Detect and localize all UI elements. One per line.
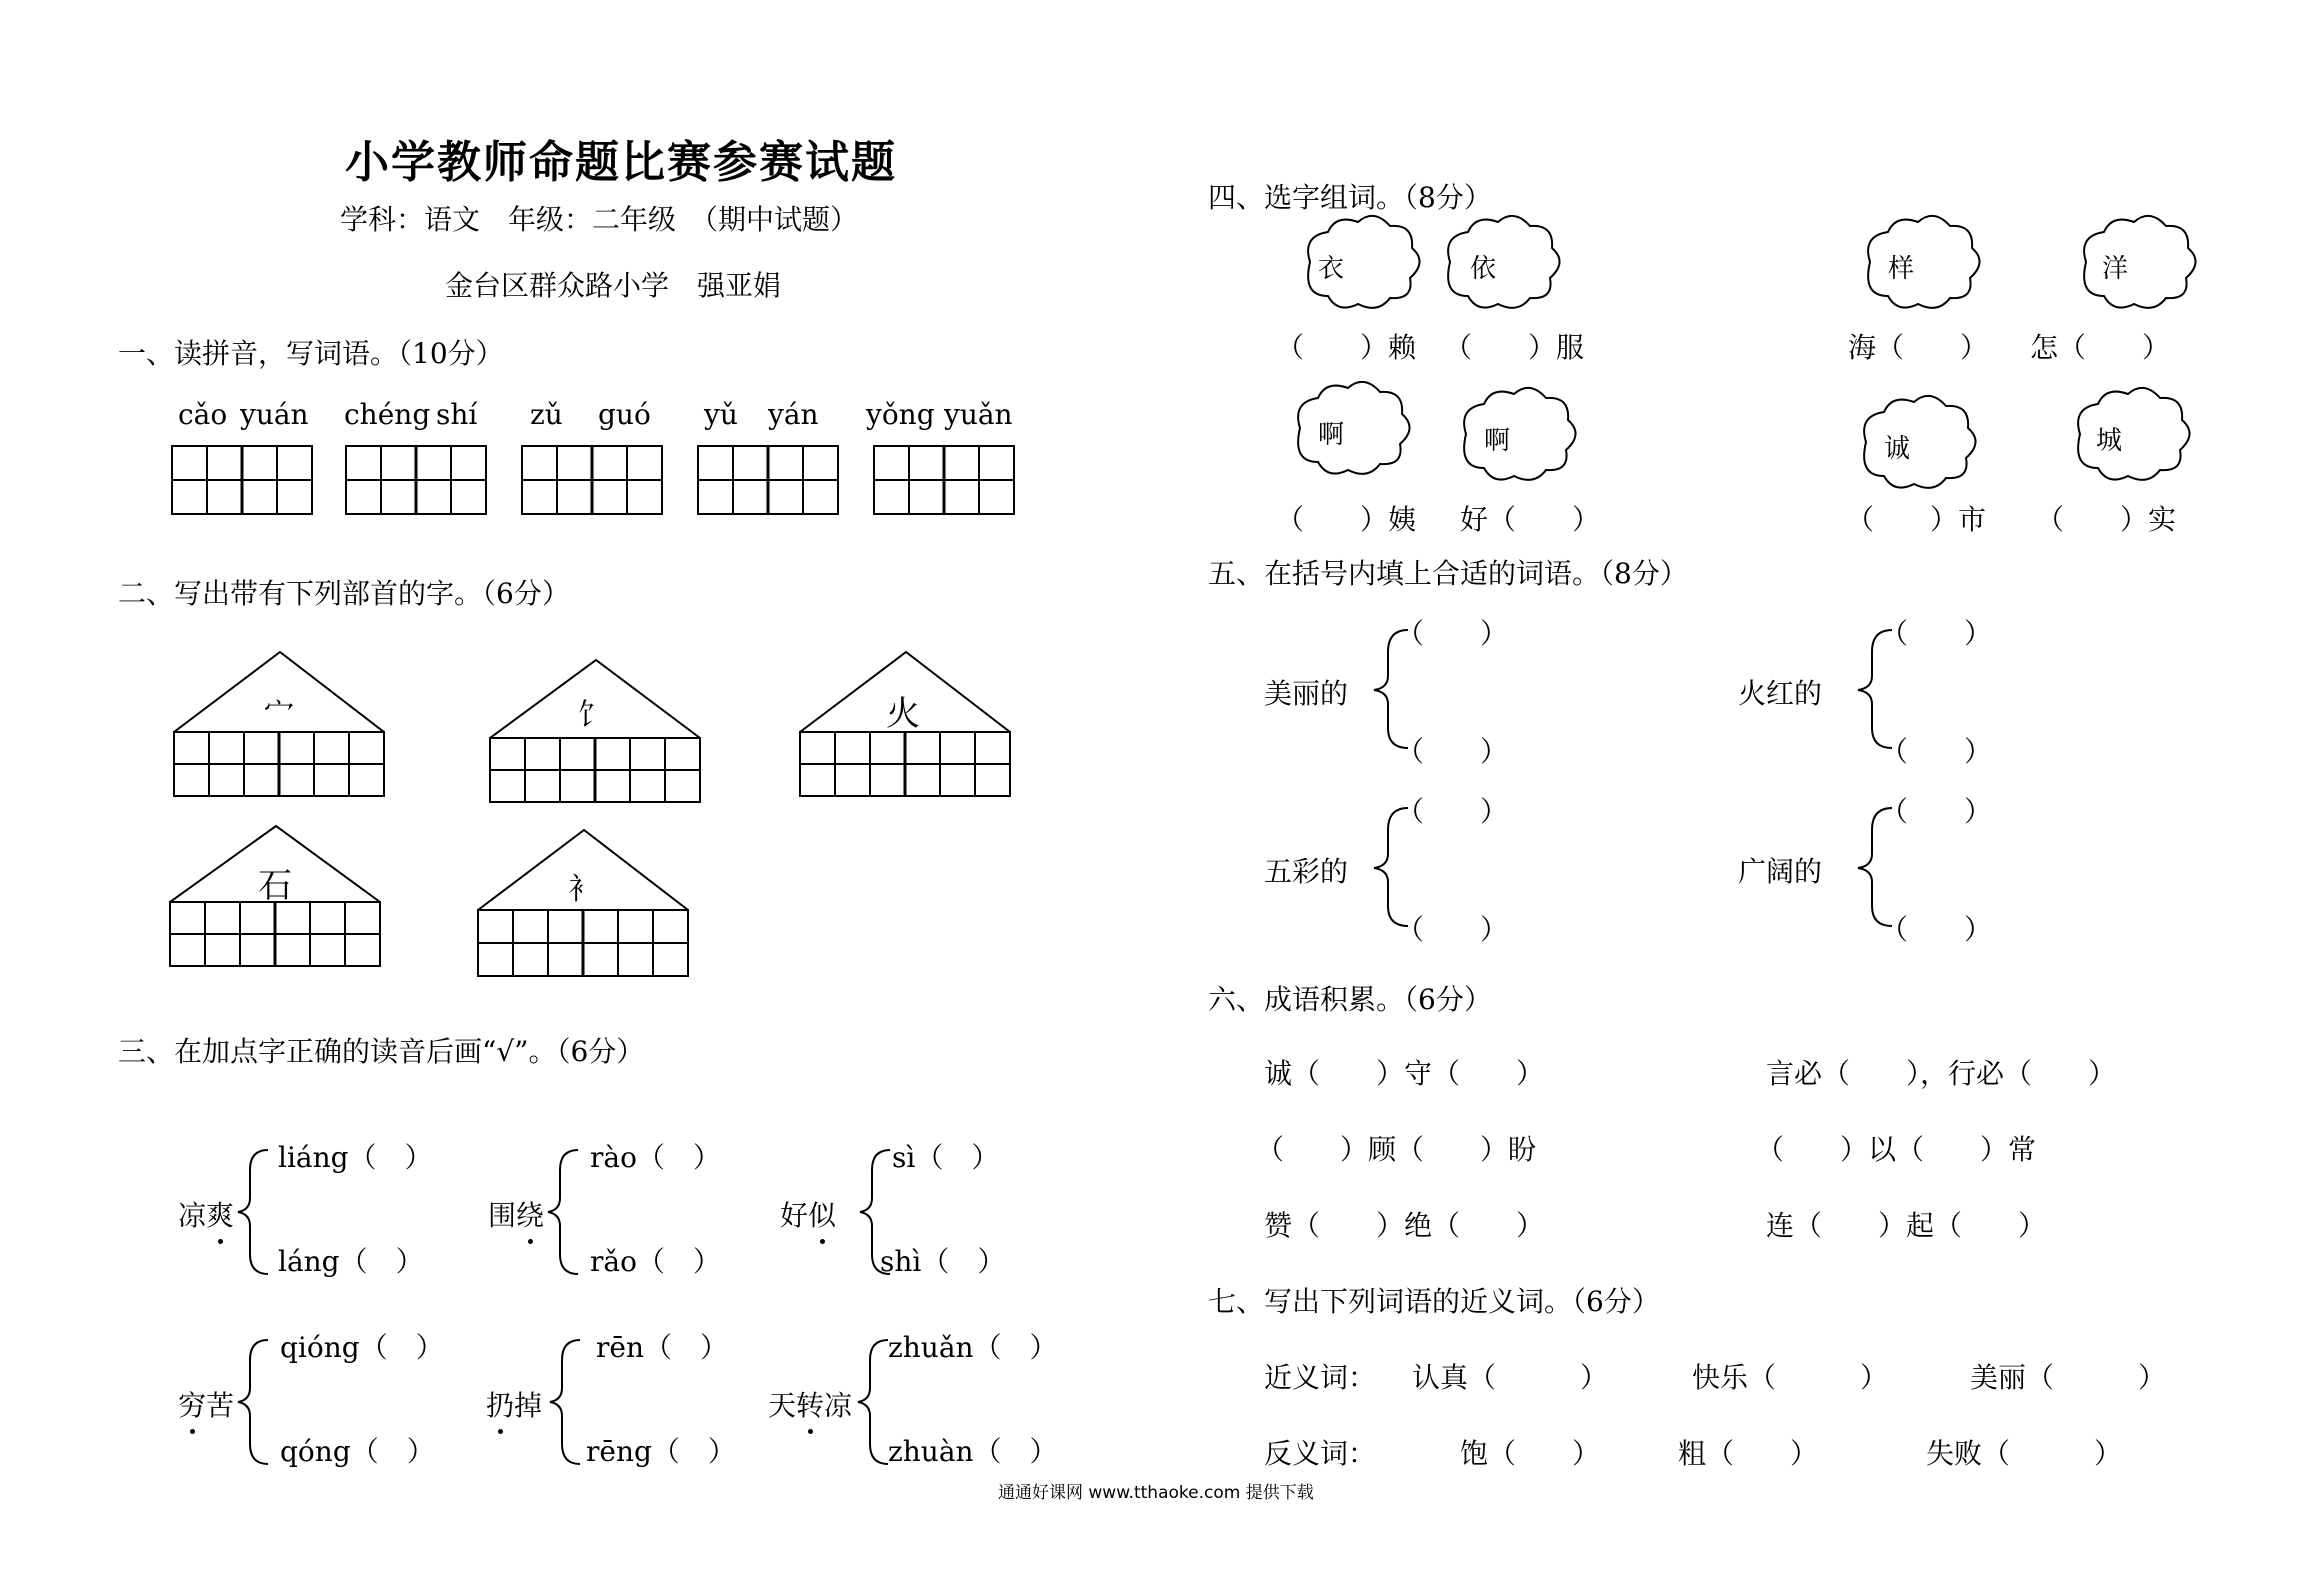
pinyin-1a: cǎo — [178, 398, 228, 431]
pinyin-2b: shí — [436, 398, 478, 431]
section5-heading: 五、在括号内填上合适的词语。（8分） — [1208, 557, 1688, 590]
radical-4: 石 — [258, 866, 292, 906]
reading-3-3a: sì（ ） — [892, 1141, 1000, 1174]
cloud-char-1: 衣 — [1318, 254, 1345, 284]
fill-4-2: （ ）服 — [1444, 331, 1585, 364]
phrase-5-1: 美丽的 — [1264, 677, 1349, 710]
word-3-1: 凉爽 — [178, 1194, 234, 1234]
section1-heading: 一、读拼音，写词语。（10分） — [118, 337, 504, 370]
synonym-2: 快乐（ ） — [1692, 1361, 1889, 1394]
paren-5-1a: （ ） — [1396, 617, 1509, 650]
idiom-6: 连（ ）起（ ） — [1766, 1209, 2047, 1242]
cloud-char-8: 城 — [2096, 426, 2123, 456]
word-3-2: 围绕 — [488, 1194, 544, 1234]
phrase-5-4: 广阔的 — [1738, 855, 1823, 888]
paren-5-2a: （ ） — [1880, 617, 1993, 650]
brace-3-5 — [550, 1340, 580, 1464]
cloud-char-4: 洋 — [2102, 254, 2129, 284]
synonym-1: 认真（ ） — [1412, 1361, 1609, 1394]
brace-3-6 — [858, 1340, 888, 1464]
synonym-3: 美丽（ ） — [1970, 1361, 2167, 1394]
cloud-char-5: 啊 — [1318, 420, 1345, 450]
radical-3: 火 — [886, 694, 920, 734]
radical-5: 衤 — [568, 872, 598, 907]
reading-3-6a: zhuǎn（ ） — [888, 1331, 1058, 1364]
reading-3-4a: qióng（ ） — [280, 1331, 444, 1364]
word-3-3: 好似 — [780, 1194, 836, 1234]
section2-heading: 二、写出带有下列部首的字。（6分） — [118, 577, 570, 610]
fill-4-1: （ ）赖 — [1276, 331, 1417, 364]
subject-line: 学科：语文 年级：二年级 （期中试题） — [340, 203, 859, 236]
section6-heading: 六、成语积累。（6分） — [1208, 983, 1492, 1016]
idiom-2: 言必（ ），行必（ ） — [1766, 1057, 2117, 1090]
footer-credit: 通通好课网 www.tthaoke.com 提供下载 — [998, 1483, 1314, 1503]
pinyin-5a: yǒng — [866, 398, 935, 431]
pinyin-4a: yǔ — [704, 398, 738, 431]
reading-3-5a: rēn（ ） — [596, 1331, 728, 1364]
writing-grid-1 — [172, 446, 312, 514]
idiom-4: （ ）以（ ）常 — [1756, 1133, 2037, 1166]
word-3-5: 扔掉 — [486, 1384, 542, 1424]
pinyin-5b: yuǎn — [944, 398, 1013, 431]
word-3-6: 天转凉 — [768, 1384, 852, 1424]
fill-4-8: （ ）实 — [2036, 503, 2177, 536]
fill-4-4: 怎（ ） — [2030, 331, 2171, 364]
reading-3-3b: shì（ ） — [880, 1245, 1006, 1278]
brace-3-1 — [238, 1150, 268, 1274]
phrase-5-3: 五彩的 — [1264, 855, 1349, 888]
writing-grid-4 — [698, 446, 838, 514]
paren-5-4b: （ ） — [1880, 913, 1993, 946]
reading-3-2a: rào（ ） — [590, 1141, 721, 1174]
phrase-5-2: 火红的 — [1738, 677, 1823, 710]
reading-3-2b: rǎo（ ） — [590, 1245, 721, 1278]
writing-grid-3 — [522, 446, 662, 514]
paren-5-4a: （ ） — [1880, 795, 1993, 828]
reading-3-4b: qóng（ ） — [280, 1435, 435, 1468]
section7-heading: 七、写出下列词语的近义词。（6分） — [1208, 1285, 1660, 1318]
fill-4-3: 海（ ） — [1848, 331, 1989, 364]
brace-3-2 — [548, 1150, 578, 1274]
cloud-char-2: 依 — [1470, 254, 1497, 284]
reading-3-5b: rēng（ ） — [586, 1435, 736, 1468]
cloud-char-3: 样 — [1888, 254, 1915, 284]
reading-3-6b: zhuàn（ ） — [888, 1435, 1058, 1468]
cloud-char-6: 啊 — [1484, 426, 1511, 456]
pinyin-3b: guó — [598, 398, 651, 431]
antonym-2: 粗（ ） — [1678, 1437, 1819, 1470]
idiom-3: （ ）顾（ ）盼 — [1256, 1133, 1537, 1166]
reading-3-1a: liáng（ ） — [278, 1141, 433, 1174]
idiom-5: 赞（ ）绝（ ） — [1264, 1209, 1545, 1242]
pinyin-2a: chéng — [344, 398, 431, 431]
pinyin-3a: zǔ — [530, 398, 563, 431]
paren-5-3a: （ ） — [1396, 795, 1509, 828]
reading-3-1b: láng（ ） — [278, 1245, 424, 1278]
section3-heading: 三、在加点字正确的读音后画“√”。（6分） — [118, 1035, 645, 1068]
author-line: 金台区群众路小学 强亚娟 — [445, 269, 782, 302]
idiom-1: 诚（ ）守（ ） — [1264, 1057, 1545, 1090]
fill-4-5: （ ）姨 — [1276, 503, 1417, 536]
paren-5-1b: （ ） — [1396, 735, 1509, 768]
section4-heading: 四、选字组词。（8分） — [1208, 181, 1492, 214]
paren-5-3b: （ ） — [1396, 913, 1509, 946]
brace-3-4 — [238, 1340, 268, 1464]
antonym-label: 反义词： — [1264, 1437, 1377, 1470]
fill-4-6: 好（ ） — [1460, 503, 1601, 536]
antonym-3: 失败（ ） — [1926, 1437, 2123, 1470]
writing-grid-2 — [346, 446, 486, 514]
pinyin-4b: yán — [768, 398, 819, 431]
radical-2: 饣 — [578, 698, 608, 733]
antonym-1: 饱（ ） — [1460, 1437, 1601, 1470]
synonym-label: 近义词： — [1264, 1361, 1377, 1394]
writing-grid-5 — [874, 446, 1014, 514]
pinyin-1b: yuán — [240, 398, 309, 431]
cloud-char-7: 诚 — [1884, 434, 1911, 464]
radical-1: 宀 — [264, 696, 294, 731]
page-title: 小学教师命题比赛参赛试题 — [345, 137, 897, 188]
fill-4-7: （ ）市 — [1846, 503, 1987, 536]
word-3-4: 穷苦 — [178, 1384, 234, 1424]
paren-5-2b: （ ） — [1880, 735, 1993, 768]
